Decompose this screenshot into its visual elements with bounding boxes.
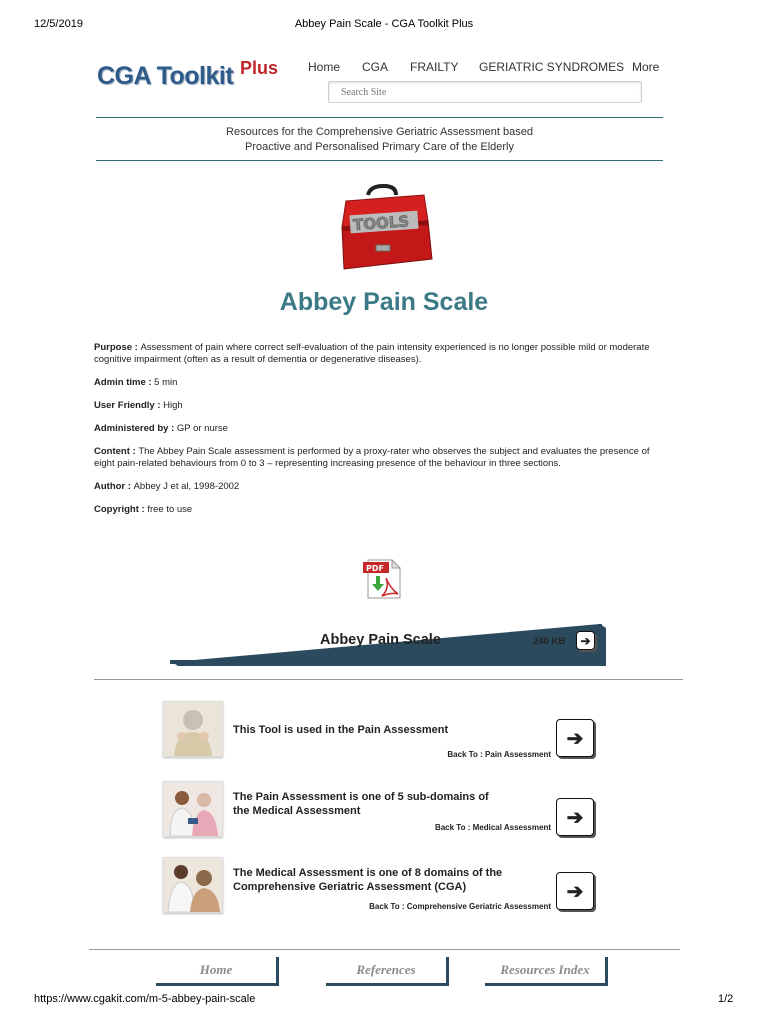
nav-more[interactable]: More (632, 60, 660, 74)
toolbox-image (336, 183, 434, 273)
card-2-line2: the Medical Assessment (233, 805, 361, 817)
footer-references-label: References (356, 962, 416, 977)
card-2-back-link[interactable]: Back To : Medical Assessment (434, 823, 551, 832)
divider-top (96, 117, 663, 118)
purpose-label: Purpose : (94, 342, 141, 353)
arrow-right-icon: ➔ (566, 727, 584, 750)
author-label: Author : (94, 481, 134, 492)
card-3-text (233, 866, 502, 894)
print-url: https://www.cgakit.com/m-5-abbey-pain-scale (34, 993, 256, 1005)
nav-cga[interactable]: CGA (362, 60, 389, 74)
info-content (94, 446, 654, 470)
administered-by-text: GP or nurse (176, 423, 228, 434)
arrow-right-icon: ➔ (580, 633, 591, 648)
logo-main-text: CGA Toolkit (97, 62, 234, 90)
card-3-thumbnail (163, 857, 223, 913)
divider-bottom (96, 160, 663, 161)
info-user-friendly (94, 400, 183, 412)
copyright-text: free to use (147, 504, 193, 515)
info-purpose (94, 342, 654, 366)
nav-home[interactable]: Home (308, 60, 341, 74)
site-logo[interactable] (97, 62, 233, 91)
svg-text:TOOLS: TOOLS (352, 212, 410, 235)
card-3-back-link[interactable]: Back To : Comprehensive Geriatric Assessment (369, 902, 551, 911)
card-3-arrow-button[interactable] (556, 872, 594, 910)
card-3-line2: Comprehensive Geriatric Assessment (CGA) (233, 881, 467, 893)
card-1-line1: This Tool is used in the Pain Assessment (233, 724, 449, 736)
info-admin-time (94, 377, 177, 389)
card-1-back-link[interactable]: Back To : Pain Assessment (447, 750, 551, 759)
search-input[interactable] (329, 83, 653, 103)
search-box (328, 81, 642, 103)
footer-resources-index-button[interactable] (485, 957, 608, 986)
download-arrow-button[interactable] (576, 631, 595, 650)
download-size: 240 KB (533, 636, 566, 647)
tagline-line2: Proactive and Personalised Primary Care of the Elderly (244, 141, 514, 153)
pdf-icon-label: PDF (366, 564, 384, 573)
print-title: Abbey Pain Scale - CGA Toolkit Plus (294, 18, 474, 30)
page-title: Abbey Pain Scale (279, 288, 489, 316)
download-bar[interactable] (170, 622, 606, 666)
card-2-line1: The Pain Assessment is one of 5 sub-domains of (233, 791, 489, 803)
nav-frailty[interactable]: FRAILTY (410, 60, 459, 74)
print-page-number: 1/2 (718, 993, 734, 1005)
info-administered-by (94, 423, 228, 435)
tagline (96, 125, 663, 155)
user-friendly-label: User Friendly : (94, 400, 164, 411)
card-3-line1: The Medical Assessment is one of 8 domains of the (233, 867, 503, 879)
admin-time-text: 5 min (154, 377, 178, 388)
print-date: 12/5/2019 (34, 18, 83, 30)
content-text: The Abbey Pain Scale assessment is performed by a proxy-rater who observes the subject and evaluates the presence of eight pain-related behaviours from 0 to 3 – representing increasing presence of the behaviour in three sections. (94, 446, 650, 469)
footer-references-button[interactable] (326, 957, 449, 986)
section-divider (94, 679, 683, 680)
footer-resources-index-label: Resources Index (500, 962, 590, 977)
footer-home-button[interactable] (156, 957, 279, 986)
pdf-icon[interactable] (362, 558, 404, 600)
copyright-label: Copyright : (94, 504, 148, 515)
card-2-arrow-button[interactable] (556, 798, 594, 836)
card-1-text (233, 723, 448, 737)
footer-divider (89, 949, 680, 950)
admin-time-label: Admin time : (94, 377, 155, 388)
purpose-text: Assessment of pain where correct self-evaluation of the pain intensity experienced is no longer possible mild or moderate cognitive impairment (often as a result of dementia or degenerative diseases). (94, 342, 650, 365)
content-label: Content : (94, 446, 139, 457)
user-friendly-text: High (163, 400, 183, 411)
logo-plus-text: Plus (240, 58, 279, 78)
info-copyright (94, 504, 192, 516)
card-1-thumbnail (163, 701, 223, 757)
download-title: Abbey Pain Scale (320, 632, 441, 648)
arrow-right-icon: ➔ (566, 806, 584, 829)
info-author (94, 481, 239, 493)
card-1-arrow-button[interactable] (556, 719, 594, 757)
author-text: Abbey J et al, 1998-2002 (133, 481, 240, 492)
tagline-line1: Resources for the Comprehensive Geriatric Assessment based (226, 126, 533, 138)
administered-by-label: Administered by : (94, 423, 177, 434)
nav-geriatric-syndromes[interactable]: GERIATRIC SYNDROMES (479, 60, 625, 74)
arrow-right-icon: ➔ (566, 880, 584, 903)
card-2-thumbnail (163, 781, 223, 837)
card-2-text (233, 790, 489, 818)
footer-home-label: Home (199, 962, 233, 977)
